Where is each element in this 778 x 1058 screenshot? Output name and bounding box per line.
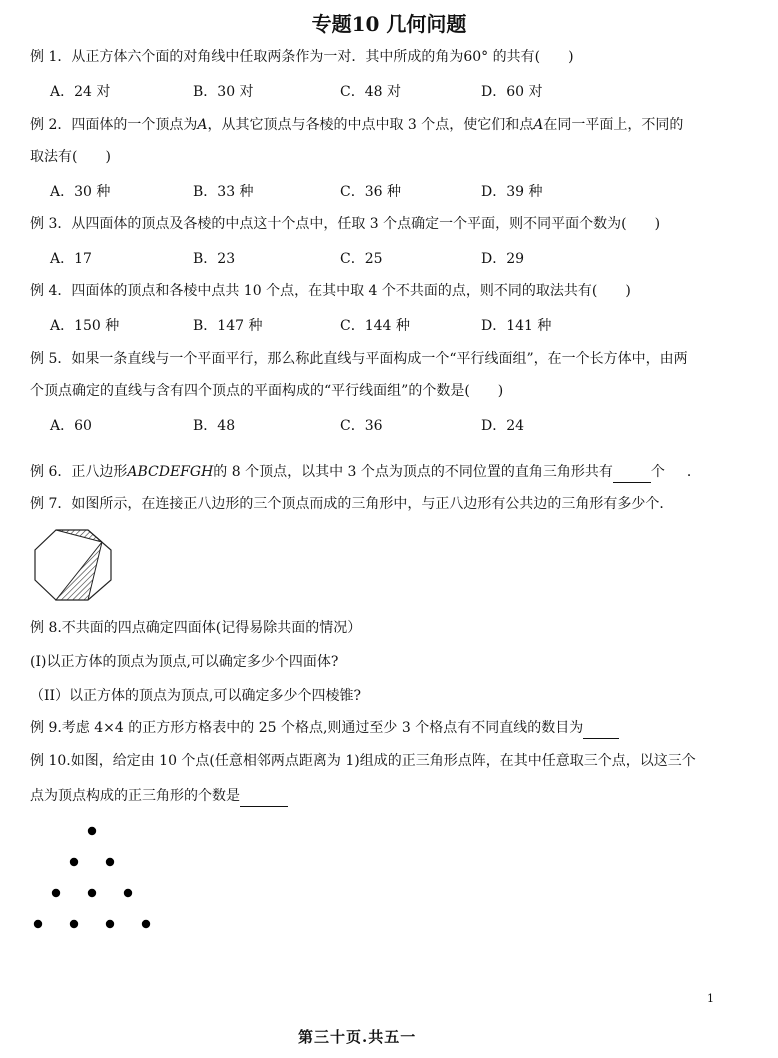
page-title: 专题10 几何问题 — [311, 12, 467, 36]
lattice-dot — [106, 858, 114, 866]
question-5-line-1: 例 5．如果一条直线与一个平面平行，那么称此直线与平面构成一个“平行线面组”，在一个长方体中，由两 — [30, 351, 688, 367]
lattice-dot — [88, 889, 96, 897]
question-8: 例 8.不共面的四点确定四面体(记得易除共面的情况） — [30, 620, 362, 636]
q4-option-c: C．144 种 — [340, 318, 410, 334]
q5-option-b: B．48 — [193, 418, 236, 434]
q3-option-c: C．25 — [340, 251, 383, 267]
q5-option-a: A．60 — [50, 418, 92, 434]
q3-option-d: D．29 — [481, 251, 525, 267]
lattice-dot — [88, 827, 96, 835]
question-2-line-1: 例 2．四面体的一个顶点为A，从其它顶点与各棱的中点中取 3 个点，使它们和点A在同一平面上，不同的 — [30, 117, 684, 133]
lattice-dot — [142, 920, 150, 928]
q4-option-a: A．150 种 — [50, 318, 120, 334]
question-1: 例 1．从正方体六个面的对角线中任取两条作为一对．其中所成的角为60° 的共有( ) — [30, 49, 574, 65]
q2-option-b: B．33 种 — [193, 184, 254, 200]
page-number: 1 — [707, 992, 714, 1005]
lattice-dot — [70, 858, 78, 866]
question-5-line-2: 个顶点确定的直线与含有四个顶点的平面构成的“平行线面组”的个数是( ) — [30, 383, 504, 399]
q2-option-a: A．30 种 — [50, 184, 111, 200]
question-2-line-2: 取法有( ) — [30, 149, 111, 165]
octagon-figure — [32, 527, 114, 603]
q2-option-d: D．39 种 — [481, 184, 543, 200]
triangle-dot-lattice — [28, 820, 158, 936]
question-10-line-1: 例 10.如图，给定由 10 个点(任意相邻两点距离为 1)组成的正三角形点阵，在其中任意取三个点，以这三个 — [30, 753, 696, 769]
q4-option-b: B．147 种 — [193, 318, 263, 334]
q3-option-a: A．17 — [50, 251, 92, 267]
question-9: 例 9.考虑 4×4 的正方形方格表中的 25 个格点,则通过至少 3 个格点有不同直线的数目为 — [30, 718, 619, 739]
lattice-dot — [34, 920, 42, 928]
q2-option-c: C．36 种 — [340, 184, 401, 200]
question-4: 例 4．四面体的顶点和各棱中点共 10 个点，在其中取 4 个不共面的点，则不同的取法共有( ) — [30, 283, 631, 299]
q1-option-b: B．30 对 — [193, 84, 254, 100]
lattice-dot — [52, 889, 60, 897]
lattice-dot — [106, 920, 114, 928]
q1-option-a: A．24 对 — [50, 84, 111, 100]
question-8-part-1: (I)以正方体的顶点为顶点,可以确定多少个四面体? — [30, 654, 339, 670]
lattice-dot — [124, 889, 132, 897]
page-footer: 第三十页.共五一 — [298, 1028, 417, 1046]
hatched-bottom-triangle — [56, 542, 102, 600]
question-3: 例 3．从四面体的顶点及各棱的中点这十个点中，任取 3 个点确定一个平面，则不同平面个数为( ) — [30, 216, 661, 232]
lattice-dot — [70, 920, 78, 928]
q4-option-d: D．141 种 — [481, 318, 552, 334]
question-10-line-2: 点为顶点构成的正三角形的个数是 — [30, 786, 288, 807]
q3-option-b: B．23 — [193, 251, 236, 267]
question-8-part-2: （II）以正方体的顶点为顶点,可以确定多少个四棱锥? — [30, 688, 362, 704]
question-7: 例 7．如图所示，在连接正八边形的三个顶点而成的三角形中，与正八边形有公共边的三角形有多少个． — [30, 496, 674, 512]
q1-option-d: D．60 对 — [481, 84, 543, 100]
q5-option-c: C．36 — [340, 418, 383, 434]
q5-option-d: D．24 — [481, 418, 525, 434]
question-6: 例 6．正八边形ABCDEFGH的 8 个顶点，以其中 3 个点为顶点的不同位置的直角三角形共有 个 ． — [30, 462, 701, 483]
q1-option-c: C．48 对 — [340, 84, 401, 100]
